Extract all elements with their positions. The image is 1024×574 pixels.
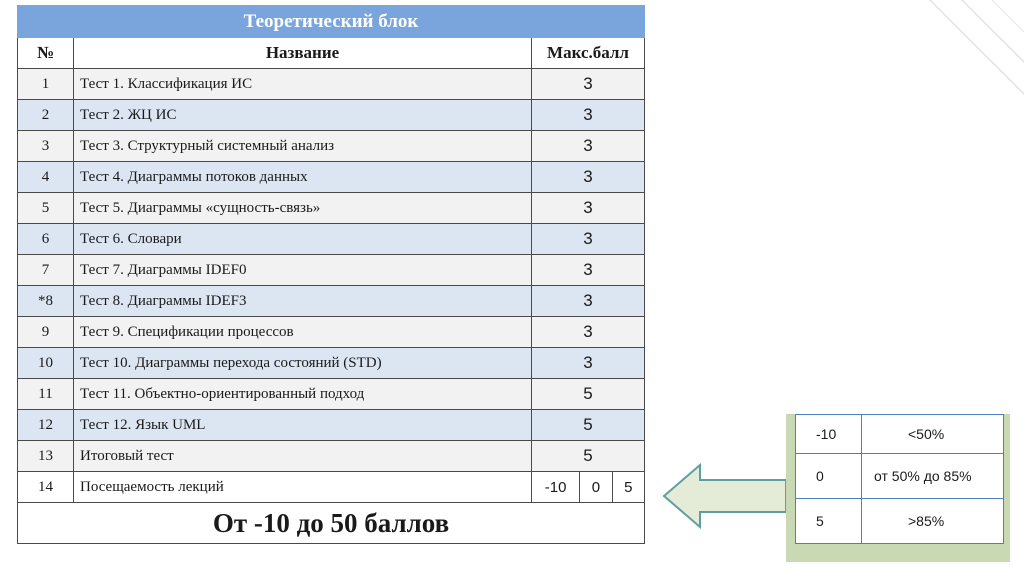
table-title: Теоретический блок bbox=[18, 6, 645, 38]
row-max-score: 3 bbox=[532, 255, 645, 286]
attendance-score-mid: 0 bbox=[579, 472, 611, 502]
row-number: 2 bbox=[18, 100, 74, 131]
table-row bbox=[18, 441, 645, 472]
table-row bbox=[18, 162, 645, 193]
scale-row bbox=[796, 454, 1004, 499]
row-number: 6 bbox=[18, 224, 74, 255]
row-name: Посещаемость лекций bbox=[74, 472, 532, 503]
scale-row bbox=[796, 415, 1004, 454]
row-name: Итоговый тест bbox=[74, 441, 532, 472]
scale-condition: от 50% до 85% bbox=[862, 454, 1004, 499]
scale-score: 5 bbox=[796, 499, 862, 544]
row-name: Тест 5. Диаграммы «сущность-связь» bbox=[74, 193, 532, 224]
row-number: 13 bbox=[18, 441, 74, 472]
row-number: 12 bbox=[18, 410, 74, 441]
row-max-score: 3 bbox=[532, 193, 645, 224]
row-max-score: 5 bbox=[532, 441, 645, 472]
row-number: 11 bbox=[18, 379, 74, 410]
table-row bbox=[18, 348, 645, 379]
table-row bbox=[18, 286, 645, 317]
table-row bbox=[18, 193, 645, 224]
row-number: 5 bbox=[18, 193, 74, 224]
row-number: 14 bbox=[18, 472, 74, 503]
total-row bbox=[18, 503, 645, 544]
row-number: 7 bbox=[18, 255, 74, 286]
row-max-score: 3 bbox=[532, 162, 645, 193]
row-name: Тест 8. Диаграммы IDEF3 bbox=[74, 286, 532, 317]
table-row bbox=[18, 255, 645, 286]
attendance-scores bbox=[532, 472, 645, 503]
table-row bbox=[18, 69, 645, 100]
attendance-row bbox=[18, 472, 645, 503]
row-max-score: 3 bbox=[532, 317, 645, 348]
attendance-scale-table bbox=[795, 414, 1004, 544]
row-max-score: 5 bbox=[532, 410, 645, 441]
row-max-score: 3 bbox=[532, 348, 645, 379]
row-max-score: 3 bbox=[532, 286, 645, 317]
row-max-score: 3 bbox=[532, 69, 645, 100]
table-row bbox=[18, 100, 645, 131]
row-name: Тест 7. Диаграммы IDEF0 bbox=[74, 255, 532, 286]
table-row bbox=[18, 224, 645, 255]
row-number: 1 bbox=[18, 69, 74, 100]
row-max-score: 3 bbox=[532, 224, 645, 255]
table-row bbox=[18, 317, 645, 348]
scale-row bbox=[796, 499, 1004, 544]
scale-condition: >85% bbox=[862, 499, 1004, 544]
row-max-score: 5 bbox=[532, 379, 645, 410]
row-number: 4 bbox=[18, 162, 74, 193]
row-number: 3 bbox=[18, 131, 74, 162]
row-max-score: 3 bbox=[532, 131, 645, 162]
row-max-score: 3 bbox=[532, 100, 645, 131]
row-name: Тест 9. Спецификации процессов bbox=[74, 317, 532, 348]
table-row bbox=[18, 410, 645, 441]
header-name: Название bbox=[74, 38, 532, 69]
attendance-score-high: 5 bbox=[612, 472, 644, 502]
scale-score: 0 bbox=[796, 454, 862, 499]
total-range: От -10 до 50 баллов bbox=[18, 503, 645, 544]
attendance-score-low: -10 bbox=[544, 478, 567, 496]
row-number: 9 bbox=[18, 317, 74, 348]
row-name: Тест 6. Словари bbox=[74, 224, 532, 255]
table-row bbox=[18, 131, 645, 162]
row-name: Тест 3. Структурный системный анализ bbox=[74, 131, 532, 162]
row-number: 10 bbox=[18, 348, 74, 379]
row-name: Тест 10. Диаграммы перехода состояний (STD) bbox=[74, 348, 532, 379]
row-name: Тест 2. ЖЦ ИС bbox=[74, 100, 532, 131]
row-name: Тест 11. Объектно-ориентированный подход bbox=[74, 379, 532, 410]
header-max-score: Макс.балл bbox=[532, 38, 645, 69]
row-name: Тест 4. Диаграммы потоков данных bbox=[74, 162, 532, 193]
row-name: Тест 1. Классификация ИС bbox=[74, 69, 532, 100]
row-number: *8 bbox=[18, 286, 74, 317]
scale-score: -10 bbox=[796, 415, 862, 454]
theory-block-table bbox=[17, 5, 645, 544]
header-number: № bbox=[18, 38, 74, 69]
scale-condition: <50% bbox=[862, 415, 1004, 454]
row-name: Тест 12. Язык UML bbox=[74, 410, 532, 441]
left-arrow-icon bbox=[662, 462, 790, 530]
table-row bbox=[18, 379, 645, 410]
